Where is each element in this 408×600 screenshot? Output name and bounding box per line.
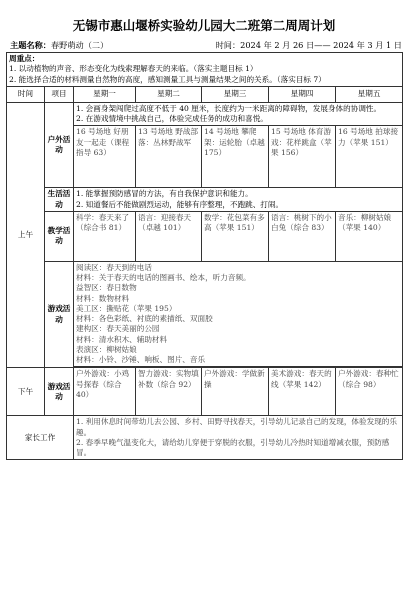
teaching-day-cell: 语言：桃树下的小白兔（综合 83） <box>269 211 336 261</box>
header-day: 星期五 <box>336 86 403 102</box>
games-line: 材料：小铃、沙锤、响板、图片、音乐 <box>76 355 206 364</box>
outdoor-goal: 1. 会画身架闯爬过高度不低于 40 厘米，长度约为一米距离的障碍物，发展身体的协调性。 <box>76 103 382 113</box>
teaching-day-cell: 音乐：柳树姑娘（苹果 140） <box>336 211 403 261</box>
focus-item: 1. 以动植物的声音、形态变化为线索理解春天的来临。（落实主题目标 1） <box>9 64 258 74</box>
pm-game-cell: 户外游戏：春种忙（综合 98） <box>336 368 403 416</box>
family-row <box>7 416 403 460</box>
pm-game-cell: 美术游戏：春天的线（苹果 142） <box>269 368 336 416</box>
header-day: 星期三 <box>202 86 269 102</box>
life-item: 2. 知道餐后不能做剧烈运动，能够有序整理，不跑跳、打闹。 <box>76 199 284 209</box>
games-line: 材料：数物材料 <box>76 293 130 303</box>
games-label: 游戏活动 <box>45 261 74 368</box>
focus-cell <box>7 53 403 87</box>
pm-game-cell: 户外游戏：小鸡号探春（综合 40） <box>74 368 136 416</box>
header-day: 星期四 <box>269 86 336 102</box>
focus-item: 2. 能选择合适的材料测量自然物的高度，感知测量工具与测量结果之间的关系。（落实目标 7） <box>9 74 326 84</box>
focus-row <box>7 53 403 87</box>
life-row <box>7 188 403 212</box>
time-value: 2024 年 2 月 26 日—— 2024 年 3 月 1 日 <box>240 40 402 50</box>
header-time: 时间 <box>7 86 45 102</box>
games-line: 建构区：春天美丽的公园 <box>76 324 160 334</box>
outdoor-label: 户外活动 <box>45 102 74 188</box>
teaching-day-cell: 语言：迎接春天（卓越 101） <box>136 211 202 261</box>
header-day: 星期二 <box>136 86 202 102</box>
morning-label: 上午 <box>7 102 45 368</box>
teaching-row <box>7 211 403 261</box>
games-line: 材料：关于春天的电话的图画书、绘本，听力音频。 <box>76 273 251 282</box>
meta-row <box>10 40 402 51</box>
afternoon-label: 下午 <box>7 368 45 416</box>
games-line: 材料：清水积木、辅助材料 <box>76 334 168 344</box>
header-day: 星期一 <box>74 86 136 102</box>
outdoor-day-cell: 15 号场地 体育游戏：花样跳盒（苹果 156） <box>269 126 336 188</box>
family-label: 家长工作 <box>7 416 74 460</box>
focus-heading: 周重点： <box>9 54 40 63</box>
games-line: 材料：各色彩纸、衬底的素描纸、双面胶 <box>76 314 213 323</box>
outdoor-goal: 2. 在游戏情境中挑战自己，体验完成任务的成功和喜悦。 <box>76 114 268 123</box>
life-item: 1. 能掌握预防感冒的方法，有自我保护意识和能力。 <box>76 189 253 199</box>
family-item: 1. 利用休息时间带幼儿去公园、乡村、田野寻找春天，引导幼儿记录自己的发现，体验发现的乐趣。 <box>76 417 397 437</box>
games-line: 表演区：柳树姑娘 <box>76 344 137 354</box>
header-item: 项目 <box>45 86 74 102</box>
theme-value: 春野萌动（二） <box>50 40 109 50</box>
pm-game-cell: 智力游戏：实物填补数（综合 92） <box>136 368 202 416</box>
life-cell <box>74 188 403 212</box>
games-line: 美工区：撕贴花（苹果 195） <box>76 303 177 313</box>
life-label: 生活活动 <box>45 188 74 212</box>
time-label: 时间： <box>215 40 241 50</box>
outdoor-day-cell: 16 号场地 拍球接力（苹果 151） <box>336 126 403 188</box>
teaching-day-cell: 科学：春天来了（综合书 81） <box>74 211 136 261</box>
pm-games-row <box>7 368 403 416</box>
time-info <box>216 40 402 51</box>
pm-game-cell: 户外游戏：学做新操 <box>202 368 269 416</box>
outdoor-goals-row <box>7 102 403 126</box>
games-line: 阅读区：春天到的电话 <box>76 262 152 272</box>
teaching-day-cell: 数学：花包菜有多高（苹果 151） <box>202 211 269 261</box>
theme-info <box>10 40 108 51</box>
header-row <box>7 86 403 102</box>
outdoor-day-cell: 13 号场地 野战部落：丛林野战军 <box>136 126 202 188</box>
outdoor-day-cell: 14 号场地 攀爬架：运轮胎（卓越 175） <box>202 126 269 188</box>
games-cell <box>74 261 403 367</box>
plan-table <box>6 52 403 460</box>
theme-label: 主题名称： <box>10 40 51 50</box>
games-line: 益智区：春日数物 <box>76 283 137 293</box>
outdoor-goals <box>74 102 403 126</box>
page-title: 无锡市惠山堰桥实验幼儿园大二班第二周周计划 <box>72 18 336 33</box>
family-item: 2. 春季早晚气温变化大，请给幼儿穿便于穿脱的衣服，引导幼儿冷热时知道增减衣服，预防感冒。 <box>76 437 390 457</box>
outdoor-day-cell: 16 号场地 好朋友一起走（课程指导 63） <box>74 126 136 188</box>
family-cell <box>74 416 403 460</box>
games-row <box>7 261 403 367</box>
teaching-label: 教学活动 <box>45 211 74 261</box>
pm-games-label: 游戏活动 <box>45 368 74 416</box>
